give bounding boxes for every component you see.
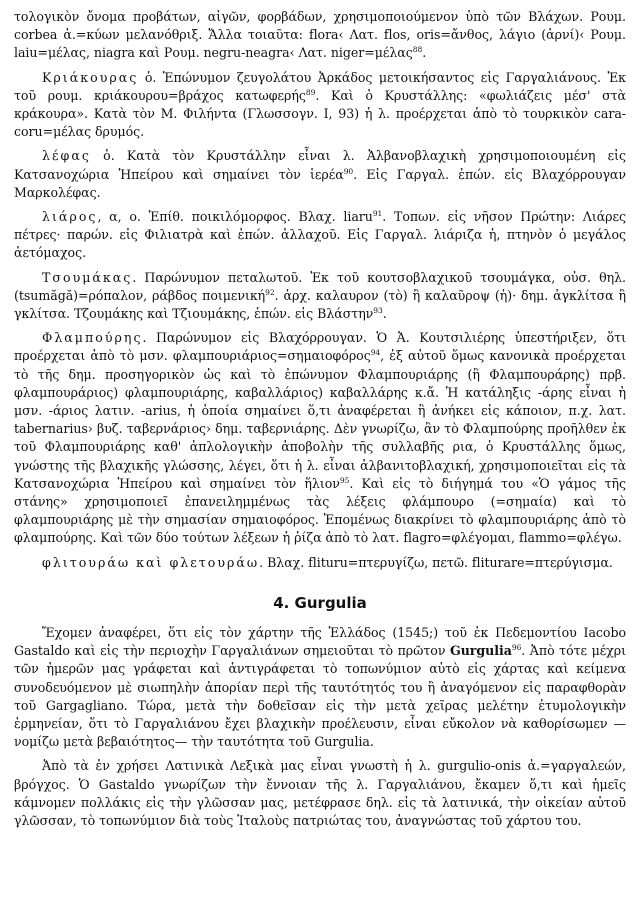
footnote-ref: 93 <box>373 305 383 315</box>
entry-lefas <box>14 147 626 202</box>
entry-text: . Παρώνυμον πεταλωτοῦ. Ἐκ τοῦ κουτσοβλαχικοῦ τσουμάγκα, οὐσ. θηλ. (tsumăgă)=ρόπαλον, ράβδος ποιμενική <box>14 269 626 303</box>
entry-text: , ἐξ αὐτοῦ ὅμως κανονικὰ προέρχεται τὸ τῆς δημ. προσηγορικὸν ὡς καὶ τὸ ἐπώνυμον Φλαμπουριάρης (ἢ Φλαμπουράρης) πρβ. φλαμπουράριος) φλαμπουριάρης, καβαλλάριος) καβαλλάρης κ.ἄ. Ἡ κατάληξις -άρης εἶναι ἡ μσν. -άριος λατιν. -arius, ἡ ὁποία σημαίνει ὅ,τι ἀναφέρεται ἢ ἀνήκει εἰς κάποιον, π.χ. λατ. tabernarius› βυζ. ταβερνάριος› δημ. ταβερνιάρης. Δὲν γνωρίζω, ἂν τὸ Φλαμπούρης προῆλθεν ἐκ τοῦ Φλαμπουριάρης καθ' ἀπλολογικὴν ἀποβολὴν τῆς συλλαβῆς ρια, ὁ Κρυστάλλης ὅμως, γνώστης τῆς βλαχικῆς γλώσσης, λέγει, ὅτι ἡ λ. εἶναι ἀλβανιτοβλαχική, χρησιμοποιεῖται εἰς τὰ Κατσανοχώρια Ἠπείρου καὶ σημαίνει τὸν ἥλιον <box>14 348 626 491</box>
entry-flampouris <box>14 329 626 547</box>
section-heading: 4. Gurgulia <box>273 593 367 612</box>
footnote-ref: 89 <box>305 87 316 97</box>
paragraph-text: Ἔχομεν ἀναφέρει, ὅτι εἰς τὸν χάρτην τῆς Ἑλλάδος (1545;) τοῦ ἐκ Πεδεμοντίου Iacobo Gastaldo καὶ εἰς τὴν περιοχὴν Γαργαλιάνων σημειοῦται τὸ πρῶτον <box>14 624 626 659</box>
paragraph-text: . Ἀπὸ τότε μέχρι τῶν ἡμερῶν μας γράφεται καὶ ἀντιγράφεται τὸ τοπωνύμιον αὐτὸ εἰς χάρτας καὶ κείμενα συνοδευόμενον μὲ σιωπηλὴν ἀπορίαν περὶ τῆς ταυτότητός του ἢ ἀναγόμενον εἰς παραφθορὰν τοῦ Gargagliano. Τώρα, μετὰ τὴν δοθεῖσαν εἰς τὴν μετὰ χεῖρας μελέτην ἐτυμολογικὴν ἑρμηνείαν, ὅτι τὸ Γαργαλιάνου ἔχει βλαχικὴν προέλευσιν, εἶναι εὔκολον νὰ καθορίσωμεν —νομίζω μετὰ βεβαιότητος— τὴν ταυτότητα τοῦ Gurgulia. <box>14 643 627 750</box>
entry-text: . Καὶ εἰς τὸ διήγημά του «Ὁ γάμος τῆς στάνης» χρησιμοποιεῖ ἐπανειλημμένως τὰς λέξεις φλάμπουρο (=σημαία) καὶ τὸ φλαμπουριάρης μὲ τὴν σημασίαν σημαιοφόρος. Ἑπομένως διακρίνει τὸ φλαμπουριάρης ἀπὸ τὸ φλαμπούρης. Καὶ τῶν δύο τούτων λέξεων ἡ ῥίζα ἀπὸ τὸ λατ. flagro=φλέγομαι, flammo=φλέγω. <box>14 475 626 546</box>
footnote-ref: 95 <box>339 475 350 485</box>
entry-text: . Τοπων. εἰς νῆσον Πρώτην: Λιάρες πέτρες· παρών. εἰς Φιλιατρὰ καὶ ἐπών. ἀλλαχοῦ. Εἰς Γαργαλ. λιάριζα ἡ, πτηνὸν ὁ μεγάλος ἀετόμαχος. <box>14 209 626 261</box>
footnote-ref: 92 <box>265 287 275 297</box>
footnote-ref: 90 <box>343 166 354 176</box>
entry-tsoumakas <box>14 269 626 324</box>
entry-liaros <box>14 208 626 263</box>
entry-text: ὁ. Ἐπώνυμον ζευγολάτου Ἀρκάδος μετοικήσαντος εἰς Γαργαλιάνους. Ἐκ τοῦ ρουμ. κριάκουρου=βράχος κατωφερής <box>14 69 626 103</box>
entry-term: λέφας <box>42 148 91 164</box>
footnote-ref: 96 <box>511 642 522 652</box>
entry-text: . Καὶ ὁ Κρυστάλλης: «φωλιάζεις μέσ' στὰ κράκουρα». Κατὰ τὸν Μ. Φιλήντα (Γλωσσογν. I, 93) ἡ λ. προέρχεται ἀπὸ τὸ τουρκικὸν cara-coru=μέλας δρυμός. <box>14 87 626 140</box>
paragraph-text: . <box>422 45 427 61</box>
entry-term: φλιτουράω καὶ φλετουράω <box>42 554 260 570</box>
paragraph-text: Ἀπὸ τὰ ἐν χρήσει Λατινικὰ Λεξικὰ μας εἶναι γνωστὴ ἡ λ. gurgulio-onis ἀ.=γαργαλεών, βρόγχος. Ὁ Gastaldo γνωρίζων τὴν ἔννοιαν τῆς λ. Γαργαλιάνου, ἔκαμεν ὅ,τι καὶ ἡμεῖς κάμνομεν πολλάκις εἰς τὴν γλῶσσαν μας, μετέφρασε δηλ. εἰς τὰ λατινικά, τὴν οἰκείαν αὐτοῦ γλῶσσαν, τὸ τοπωνύμιον διὰ τοὺς Ἰταλοὺς πατριώτας του, ἀναγνώστας τοῦ χάρτου του. <box>14 758 626 828</box>
entry-text: , α, ο. Ἐπίθ. ποικιλόμορφος. Βλαχ. liaru <box>97 209 373 225</box>
entry-text: . Εἰς Γαργαλ. ἐπών. εἰς Βλαχόρρουγαν Μαρκολέφας. <box>14 166 626 200</box>
paragraph-gurgulia <box>14 624 626 751</box>
paragraph-text: τολογικὸν ὄνομα προβάτων, αἰγῶν, φορβάδων, χρησιμοποιούμενον ὑπὸ τῶν Βλάχων. Ρουμ. corbea ἀ.=κύων μελανόθριξ. Ἄλλα τοιαῦτα: flora‹ Λατ. flos, oris=ἄνθος, λάγιο (ἀρνί)‹ Ρουμ. laiu=μέλας, niagra καὶ Ρουμ. negru-neagra‹ Λατ. niger=μέλας <box>14 9 626 61</box>
paragraph-gastaldo <box>14 757 626 830</box>
footnote-ref: 88 <box>412 45 423 55</box>
entry-term: Φλαμπούρης <box>42 330 143 346</box>
entry-text: . <box>382 306 387 322</box>
bold-term: Gurgulia <box>450 643 512 659</box>
entry-term: Κριάκουρας <box>42 69 139 85</box>
entry-kriakouras <box>14 69 626 142</box>
entry-flitourao <box>14 554 626 572</box>
entry-term: Τσουμάκας <box>42 269 133 285</box>
paragraph-continuation <box>14 8 626 63</box>
footnote-ref: 94 <box>370 348 381 358</box>
entry-text: . Βλαχ. flituru=πτερυγίζω, πετῶ. fliturare=πτερύγισμα. <box>259 554 613 570</box>
entry-text: . ἀρχ. καλαυρον (τὸ) ἢ καλαῦροψ (ἡ)· δημ. ἀγκλίτσα ἢ γκλίτσα. Τζουμάκης καὶ Τζιουμάκης, ἐπών. εἰς Βλάστην <box>14 287 627 322</box>
footnote-ref: 91 <box>372 208 383 218</box>
entry-text: . Παρώνυμον εἰς Βλαχόρρουγαν. Ὁ Ἀ. Κουτσιλιέρης ὑπεστήριξεν, ὅτι προέρχεται ἀπὸ τὸ μσν. φλαμπουριάριος=σημαιοφόρος <box>14 330 626 364</box>
entry-text: ὁ. Κατὰ τὸν Κρυστάλλην εἶναι λ. Ἀλβανοβλαχικὴ χρησιμοποιουμένη εἰς Κατσανοχώρια Ἠπείρου καὶ σημαίνει τὸν ἱερέα <box>14 148 626 182</box>
entry-term: λιάρος <box>42 209 98 225</box>
